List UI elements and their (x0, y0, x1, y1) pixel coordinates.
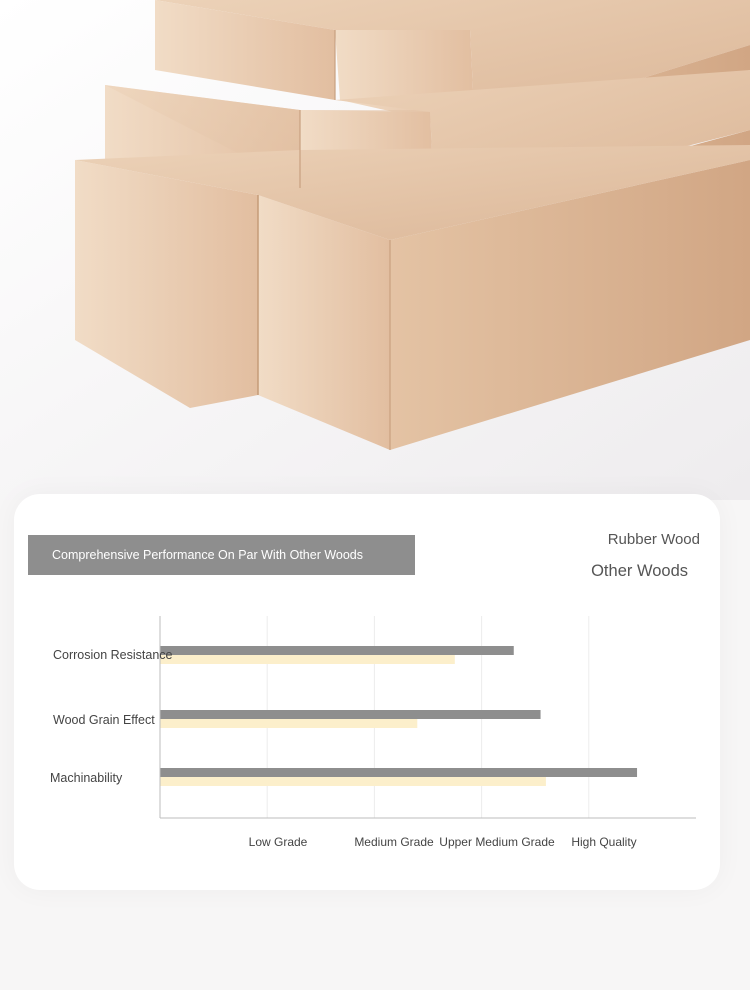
performance-bar-chart (0, 600, 750, 860)
bar-other-woods-1 (160, 719, 417, 728)
bar-rubber-wood-2 (160, 768, 637, 777)
x-tick-label: Low Grade (248, 835, 308, 849)
bar-rubber-wood-1 (160, 710, 541, 719)
legend-rubber-wood: Rubber Wood (607, 531, 700, 548)
legend-other-woods: Other Woods (591, 562, 688, 580)
category-label: Wood Grain Effect (53, 713, 155, 727)
bar-rubber-wood-0 (160, 646, 514, 655)
bar-other-woods-0 (160, 655, 455, 664)
category-label: Corrosion Resistance (53, 648, 173, 662)
bar-other-woods-2 (160, 777, 546, 786)
category-label: Machinability (50, 771, 123, 785)
chart-title-banner: Comprehensive Performance On Par With Other Woods (28, 535, 415, 575)
x-tick-label: High Quality (571, 835, 637, 849)
x-tick-label: Upper Medium Grade (439, 835, 555, 849)
x-tick-label: Medium Grade (354, 835, 434, 849)
